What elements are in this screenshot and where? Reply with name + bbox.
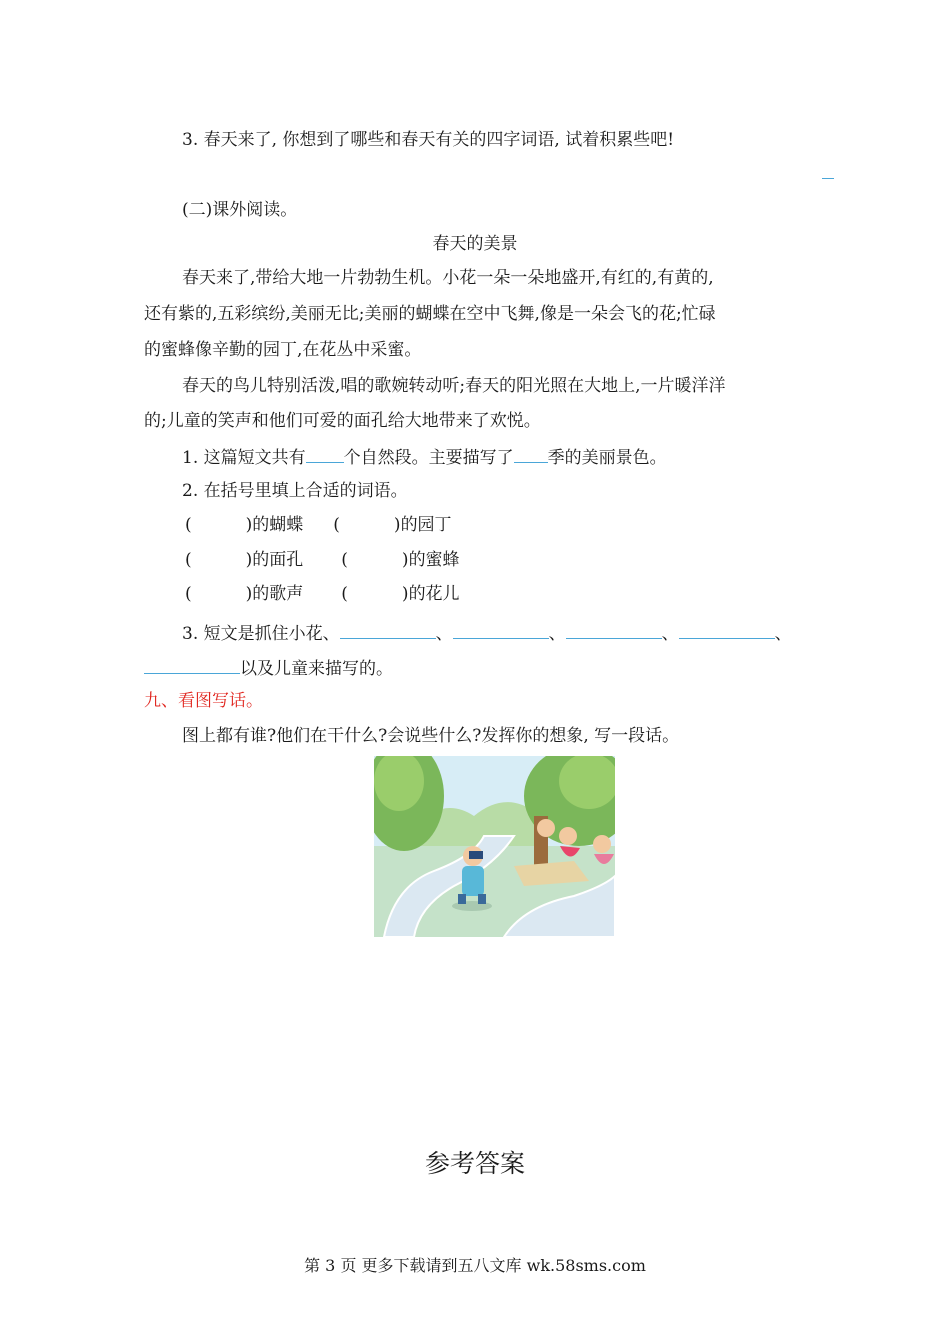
illustration-svg: [374, 756, 615, 937]
paren-phrase: 的歌声: [252, 584, 304, 604]
paren-phrase: 的花儿: [408, 584, 460, 604]
rq1-text-a: 1. 这篇短文共有: [182, 448, 306, 468]
article-paragraph-2-line-2: 的;儿童的笑声和他们可爱的面孔给大地带来了欢悦。: [144, 411, 541, 431]
answer-blank-4[interactable]: [679, 620, 775, 639]
paren-open: (: [341, 550, 348, 570]
separator: 、: [661, 624, 679, 644]
paren-open: (: [185, 550, 192, 570]
paren-row-1: [185, 513, 452, 537]
paren-open: (: [185, 515, 192, 535]
paren-open: (: [185, 584, 192, 604]
answer-blank-2[interactable]: [453, 620, 549, 639]
separator: 、: [774, 624, 792, 644]
paren-close: ): [245, 584, 253, 604]
spring-scene-illustration: [374, 756, 615, 937]
section-9-heading: 九、看图写话。: [144, 691, 263, 711]
answer-blank-5[interactable]: [144, 655, 240, 674]
rq1-text-b: 个自然段。主要描写了: [343, 448, 514, 468]
answers-heading: 参考答案: [424, 1149, 525, 1178]
paragraph-count-blank[interactable]: [306, 444, 344, 463]
separator: 、: [548, 624, 566, 644]
answer-blank-short[interactable]: [822, 178, 834, 179]
paren-open: (: [333, 515, 340, 535]
article-paragraph-1-line-2: 还有紫的,五彩缤纷,美丽无比;美丽的蝴蝶在空中飞舞,像是一朵会飞的花;忙碌: [144, 304, 716, 324]
season-blank[interactable]: [514, 444, 548, 463]
paren-close: ): [245, 550, 253, 570]
paren-phrase: 的蜜蜂: [408, 550, 460, 570]
separator: 、: [435, 624, 453, 644]
paren-phrase: 的面孔: [252, 550, 304, 570]
paren-close: ): [393, 515, 401, 535]
paren-open: (: [341, 584, 348, 604]
reading-question-2: 2. 在括号里填上合适的词语。: [182, 481, 408, 501]
article-paragraph-2-line-1: 春天的鸟儿特别活泼,唱的歌婉转动听;春天的阳光照在大地上,一片暖洋洋: [182, 376, 726, 396]
paren-close: ): [401, 584, 409, 604]
rq3-tail: 以及儿童来描写的。: [240, 659, 393, 679]
article-paragraph-1-line-1: 春天来了,带给大地一片勃勃生机。小花一朵一朵地盛开,有红的,有黄的,: [182, 268, 714, 288]
question-3-intro: 3. 春天来了, 你想到了哪些和春天有关的四字词语, 试着积累些吧!: [182, 130, 675, 150]
rq1-text-c: 季的美丽景色。: [547, 448, 667, 468]
reading-question-1: [182, 444, 667, 470]
article-paragraph-1-line-3: 的蜜蜂像辛勤的园丁,在花丛中采蜜。: [144, 340, 422, 360]
answer-blank-1[interactable]: [340, 620, 436, 639]
paren-row-3: [185, 582, 460, 606]
reading-question-3-cont: [144, 655, 393, 681]
paren-phrase: 的园丁: [400, 515, 452, 535]
section-extracurricular-reading: (二)课外阅读。: [182, 200, 298, 220]
section-9-prompt: 图上都有谁?他们在干什么?会说些什么?发挥你的想象, 写一段话。: [182, 726, 680, 746]
paren-close: ): [245, 515, 253, 535]
article-title: 春天的美景: [432, 234, 518, 254]
paren-phrase: 的蝴蝶: [252, 515, 304, 535]
paren-row-2: [185, 548, 460, 572]
answer-blank-3[interactable]: [566, 620, 662, 639]
page-footer: 第 3 页 更多下载请到五八文库 wk.58sms.com: [304, 1256, 646, 1275]
paren-close: ): [401, 550, 409, 570]
rq3-text-a: 3. 短文是抓住小花、: [182, 624, 340, 644]
reading-question-3: [182, 620, 792, 646]
